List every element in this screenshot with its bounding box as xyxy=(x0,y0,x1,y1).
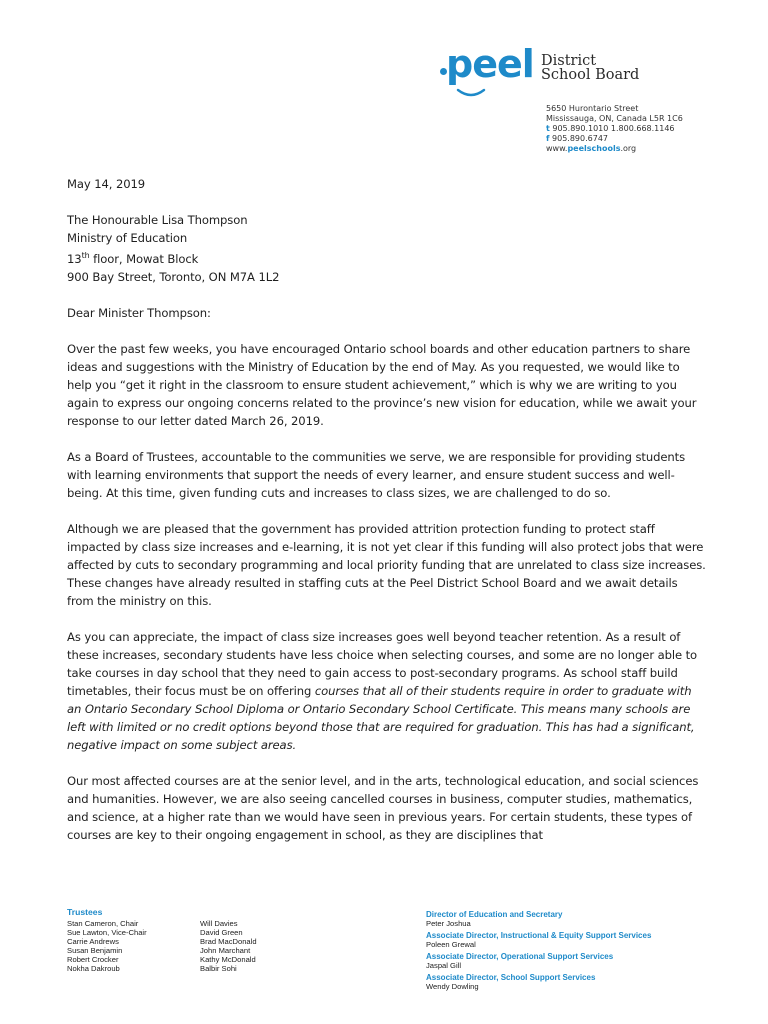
fax-label: f xyxy=(546,134,550,143)
board-name xyxy=(541,54,639,82)
paragraph-5: Our most affected courses are at the senior level, and in the arts, technological education, and social sciences and humanities. However, we are also seeing cancelled courses in business, computer studies, mathematics, and science, at a higher rate than we would have seen in previous years. For certain students, these types of courses are key to their ongoing engagement in school, as they are disciplines that xyxy=(67,773,699,842)
phone-line xyxy=(546,124,683,134)
logo-wordmark: peel xyxy=(446,42,534,86)
recipient-ministry: Ministry of Education xyxy=(67,231,188,245)
board-name-line1: District xyxy=(541,53,597,69)
admin-name: Poleen Grewal xyxy=(426,940,476,949)
fax-number: 905.890.6747 xyxy=(552,134,609,143)
letter-date: May 14, 2019 xyxy=(67,177,146,191)
board-address xyxy=(546,104,683,154)
trustees-column-2 xyxy=(200,919,257,973)
phone-label: t xyxy=(546,124,550,133)
admin-entry xyxy=(426,973,651,991)
address-street: 5650 Hurontario Street xyxy=(546,104,639,113)
admin-name: Wendy Dowling xyxy=(426,982,479,991)
trustee-name: Robert Crocker xyxy=(67,955,119,964)
recipient-name: The Honourable Lisa Thompson xyxy=(67,213,248,227)
trustee-name: Nokha Dakroub xyxy=(67,964,120,973)
fax-line xyxy=(546,134,683,144)
trustee-name: Sue Lawton, Vice-Chair xyxy=(67,928,147,937)
recipient-floor: 13th floor, Mowat Block xyxy=(67,251,199,266)
recipient-block xyxy=(67,211,707,286)
trustee-name: Susan Benjamin xyxy=(67,946,123,955)
admin-name: Jaspal Gill xyxy=(426,961,462,970)
salutation: Dear Minister Thompson: xyxy=(67,305,211,320)
trustee-name: Balbir Sohi xyxy=(200,964,237,973)
paragraph-1: Over the past few weeks, you have encouraged Ontario school boards and other education partners to share ideas and suggestions with the Ministry of Education by the end of May. As you requested, we would like to help you “get it right in the classroom to ensure student achievement,” which is why we are writing to you again to express our ongoing concerns related to the province’s new vision for education, while we await your response to our letter dated March 26, 2019. xyxy=(67,341,697,428)
trustee-name: Kathy McDonald xyxy=(200,955,256,964)
recipient-street: 900 Bay Street, Toronto, ON M7A 1L2 xyxy=(67,269,280,284)
website-link[interactable]: www.peelschools.org xyxy=(546,144,637,153)
trustee-name: Brad MacDonald xyxy=(200,937,257,946)
admin-entry xyxy=(426,910,651,928)
admin-name: Peter Joshua xyxy=(426,919,471,928)
trustee-name: Carrie Andrews xyxy=(67,937,119,946)
trustee-name: David Green xyxy=(200,928,243,937)
peel-logo xyxy=(442,42,652,98)
administration-list xyxy=(426,910,651,994)
trustee-name: Will Davies xyxy=(200,919,238,928)
address-city: Mississauga, ON, Canada L5R 1C6 xyxy=(546,114,683,123)
paragraph-4-italic: courses that all of their students require in order to graduate with an Ontario Secondary School Diploma or Ontario Secondary School Certificate. This means many schools are left with limited or no credit options beyond those that are required for graduation. This has had a significant, negative impact on some subject areas. xyxy=(67,683,695,752)
phone-number: 905.890.1010 1.800.668.1146 xyxy=(552,124,675,133)
letter-body xyxy=(67,175,707,862)
admin-entry xyxy=(426,931,651,949)
logo-smile-icon xyxy=(456,88,486,98)
trustees-title: Trustees xyxy=(67,907,103,917)
paragraph-2: As a Board of Trustees, accountable to the communities we serve, we are responsible for providing students with learning environments that support the needs of every learner, and ensure student success and well-being. At this time, given funding cuts and increases to class sizes, we are challenged to do so. xyxy=(67,449,686,500)
paragraph-3: Although we are pleased that the government has provided attrition protection funding to protect staff impacted by class size increases and e-learning, it is not yet clear if this funding will also protect jobs that were affected by cuts to secondary programming and local priority funding that are unrelated to class size increases. These changes have already resulted in staffing cuts at the Peel District School Board and we await details from the ministry on this. xyxy=(67,521,706,608)
trustee-name: Stan Cameron, Chair xyxy=(67,919,139,928)
admin-entry xyxy=(426,952,651,970)
admin-title: Director of Education and Secretary xyxy=(426,910,563,919)
trustees-column-1 xyxy=(67,919,147,973)
paragraph-4: As you can appreciate, the impact of class size increases goes well beyond teacher retention. As a result of these increases, secondary students have less choice when selecting courses, and some are no longer able to take courses in day school that they need to gain access to post-secondary programs. As school staff build timetables, their focus must be on offering courses that all of their students require in order to graduate with an Ontario Secondary School Diploma or Ontario Secondary School Certificate. This means many schools are left with limited or no credit options beyond those that are required for graduation. This has had a significant, negative impact on some subject areas. xyxy=(67,629,698,752)
board-name-line2: School Board xyxy=(541,67,640,83)
admin-title: Associate Director, Instructional & Equity Support Services xyxy=(426,931,652,940)
admin-title: Associate Director, School Support Services xyxy=(426,973,596,982)
trustee-name: John Marchant xyxy=(200,946,251,955)
letter-footer xyxy=(0,906,768,1024)
admin-title: Associate Director, Operational Support Services xyxy=(426,952,614,961)
